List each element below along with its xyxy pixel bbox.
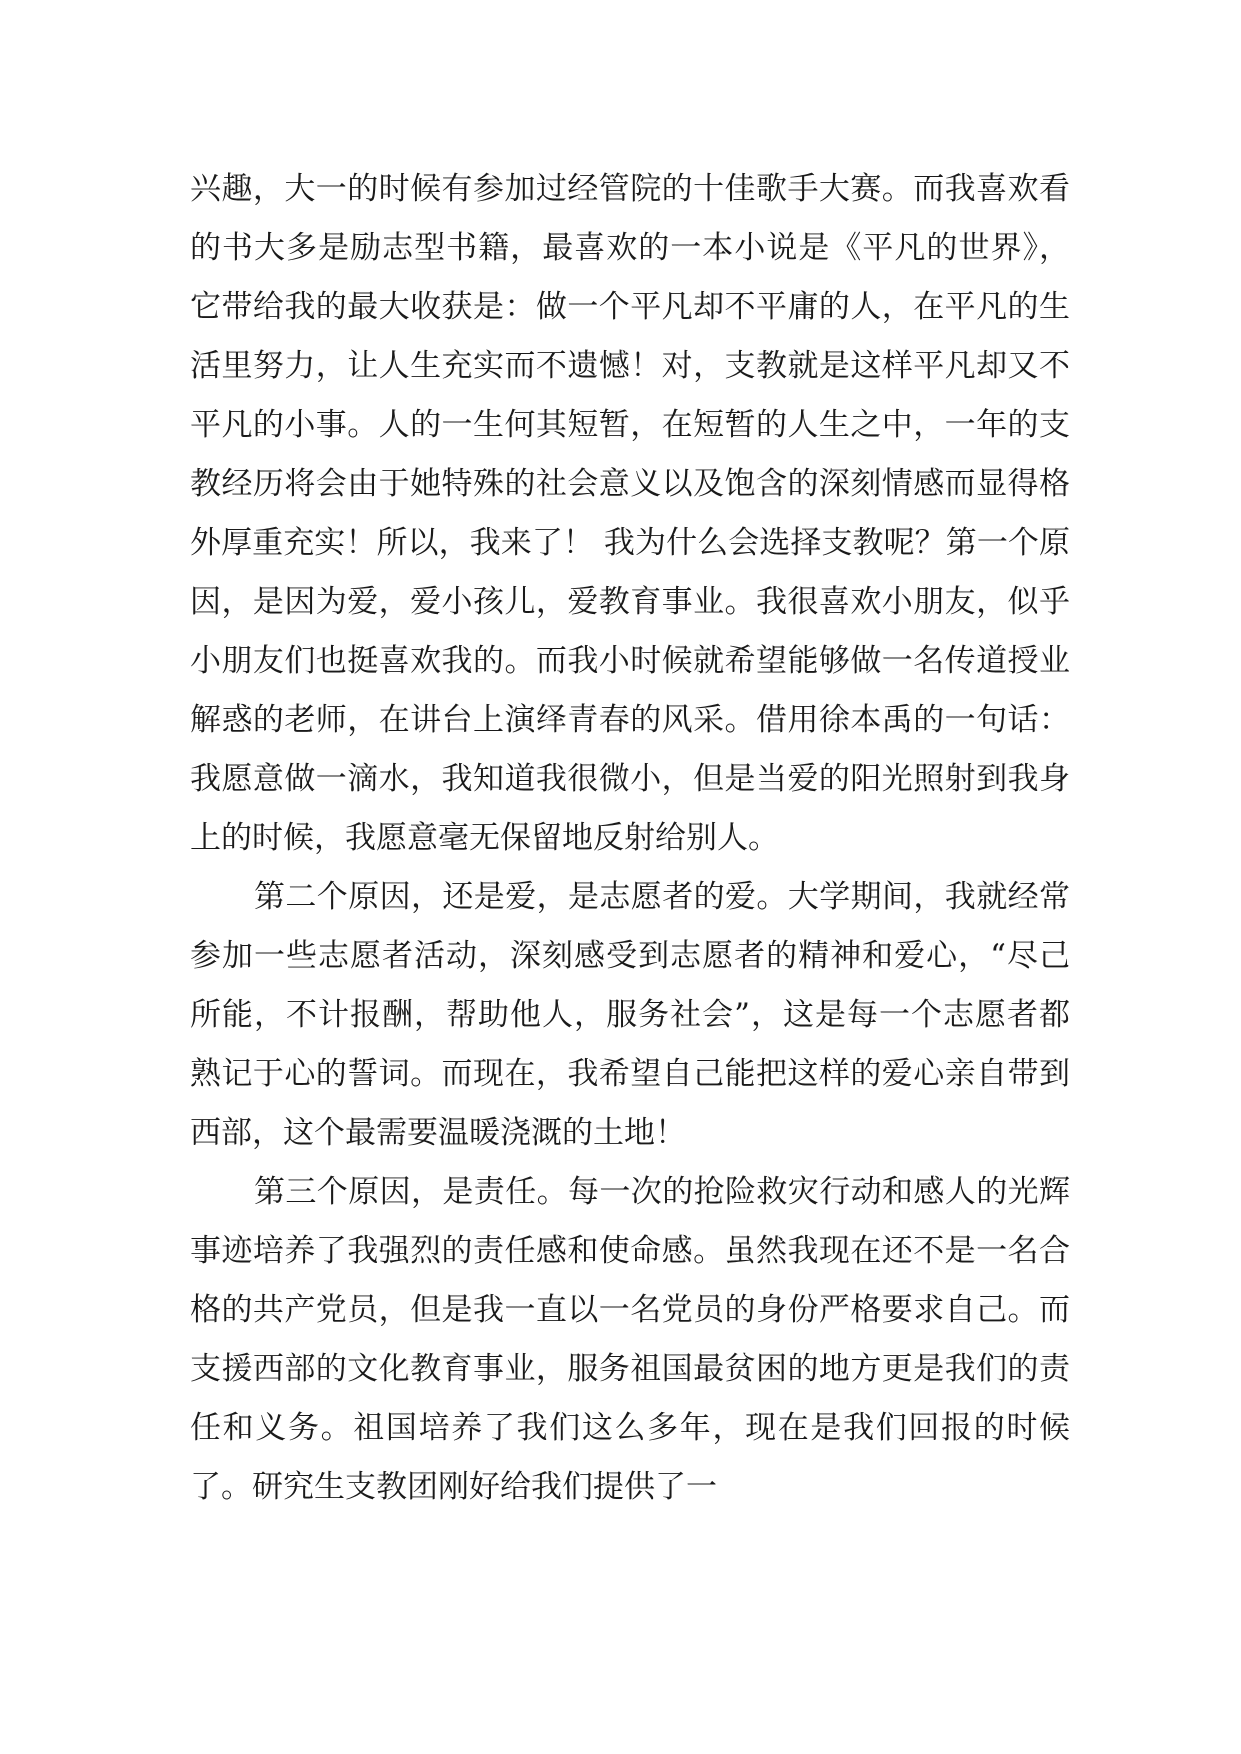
paragraph-1: 兴趣，大一的时候有参加过经管院的十佳歌手大赛。而我喜欢看的书大多是励志型书籍，最喜欢的一本小说是《平凡的世界》，它带给我的最大收获是：做一个平凡却不平庸的人，在平凡的生活里努力，让人生充实而不遗憾！对，支教就是这样平凡却又不平凡的小事。人的一生何其短暂，在短暂的人生之中，一年的支教经历将会由于她特殊的社会意义以及饱含的深刻情感而显得格外厚重充实！所以，我来了！ 我为什么会选择支教呢？第一个原因，是因为爱，爱小孩儿，爱教育事业。我很喜欢小朋友，似乎小朋友们也挺喜欢我的。而我小时候就希望能够做一名传道授业解惑的老师，在讲台上演绎青春的风采。借用徐本禹的一句话：我愿意做一滴水，我知道我很微小，但是当爱的阳光照射到我身上的时候，我愿意毫无保留地反射给别人。 (190, 171, 1070, 856)
paragraph-2: 第二个原因，还是爱，是志愿者的爱。大学期间，我就经常参加一些志愿者活动，深刻感受到志愿者的精神和爱心，“尽己所能，不计报酬，帮助他人，服务社会”，这是每一个志愿者都熟记于心的誓词。而现在，我希望自己能把这样的爱心亲自带到西部，这个最需要温暖浇溉的土地！ (190, 879, 1070, 1151)
paragraph-3: 第三个原因，是责任。每一次的抢险救灾行动和感人的光辉事迹培养了我强烈的责任感和使命感。虽然我现在还不是一名合格的共产党员，但是我一直以一名党员的身份严格要求自己。而支援西部的文化教育事业，服务祖国最贫困的地方更是我们的责任和义务。祖国培养了我们这么多年，现在是我们回报的时候了。研究生支教团刚好给我们提供了一 (190, 1174, 1070, 1505)
document-body (190, 160, 1070, 1517)
